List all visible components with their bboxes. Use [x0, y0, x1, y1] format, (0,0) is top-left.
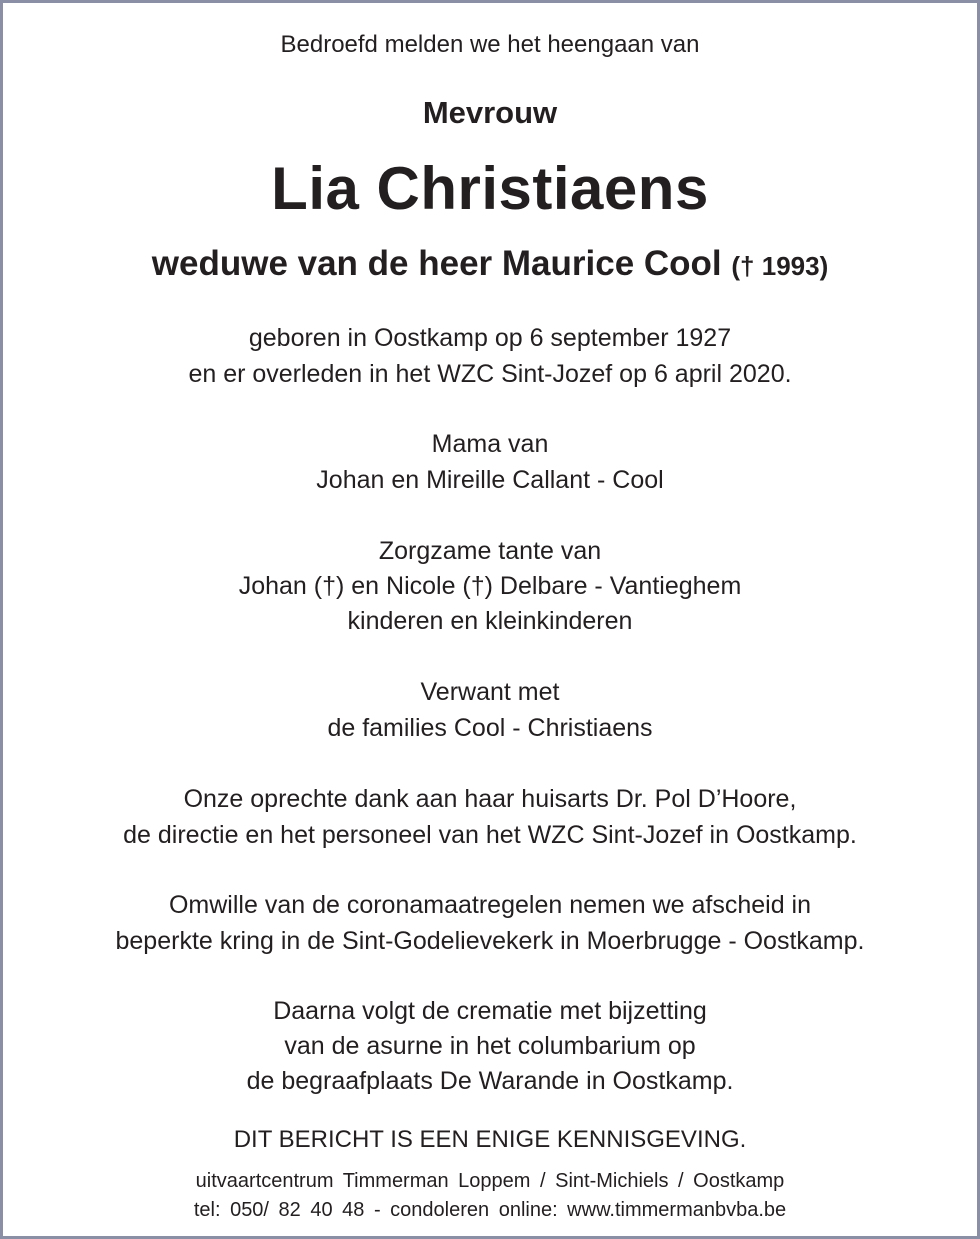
- contact-line: tel: 050/ 82 40 48 - condoleren online: www.timmermanbvba.be: [193, 1199, 787, 1221]
- cremation-line-3: de begraafplaats De Warande in Oostkamp.: [246, 1067, 734, 1095]
- widow-line: [3, 243, 977, 287]
- funeral-home-line: uitvaartcentrum Timmerman Loppem / Sint-Michiels / Oostkamp: [195, 1170, 785, 1192]
- birth-line: geboren in Oostkamp op 6 september 1927: [248, 324, 732, 352]
- farewell-line-1: Omwille van de coronamaatregelen nemen we afscheid in: [168, 891, 812, 919]
- families-line: de families Cool - Christiaens: [327, 714, 653, 742]
- farewell-line-2: beperkte kring in de Sint-Godelievekerk in Moerbrugge - Oostkamp.: [115, 927, 865, 955]
- nephews-kids-line: kinderen en kleinkinderen: [347, 607, 633, 635]
- mother-label: Mama van: [431, 430, 549, 458]
- only-notice: DIT BERICHT IS EEN ENIGE KENNISGEVING.: [233, 1126, 747, 1153]
- widow-of-text: weduwe van de heer Maurice Cool: [151, 244, 722, 283]
- thanks-line-1: Onze oprechte dank aan haar huisarts Dr. Pol D’Hoore,: [183, 785, 797, 813]
- related-label: Verwant met: [420, 678, 560, 706]
- children-line: Johan en Mireille Callant - Cool: [316, 466, 664, 494]
- salutation: Mevrouw: [422, 95, 558, 130]
- aunt-label: Zorgzame tante van: [378, 537, 602, 565]
- intro-text: Bedroefd melden we het heengaan van: [280, 31, 700, 58]
- cremation-line-2: van de asurne in het columbarium op: [284, 1032, 696, 1060]
- widow-year: († 1993): [731, 251, 829, 281]
- thanks-line-2: de directie en het personeel van het WZC Sint-Jozef in Oostkamp.: [123, 821, 857, 849]
- death-line: en er overleden in het WZC Sint-Jozef op 6 april 2020.: [188, 360, 792, 388]
- cremation-line-1: Daarna volgt de crematie met bijzetting: [273, 997, 707, 1025]
- deceased-name: Lia Christiaens: [271, 155, 709, 222]
- nephews-line: Johan (†) en Nicole (†) Delbare - Vantieghem: [238, 572, 742, 600]
